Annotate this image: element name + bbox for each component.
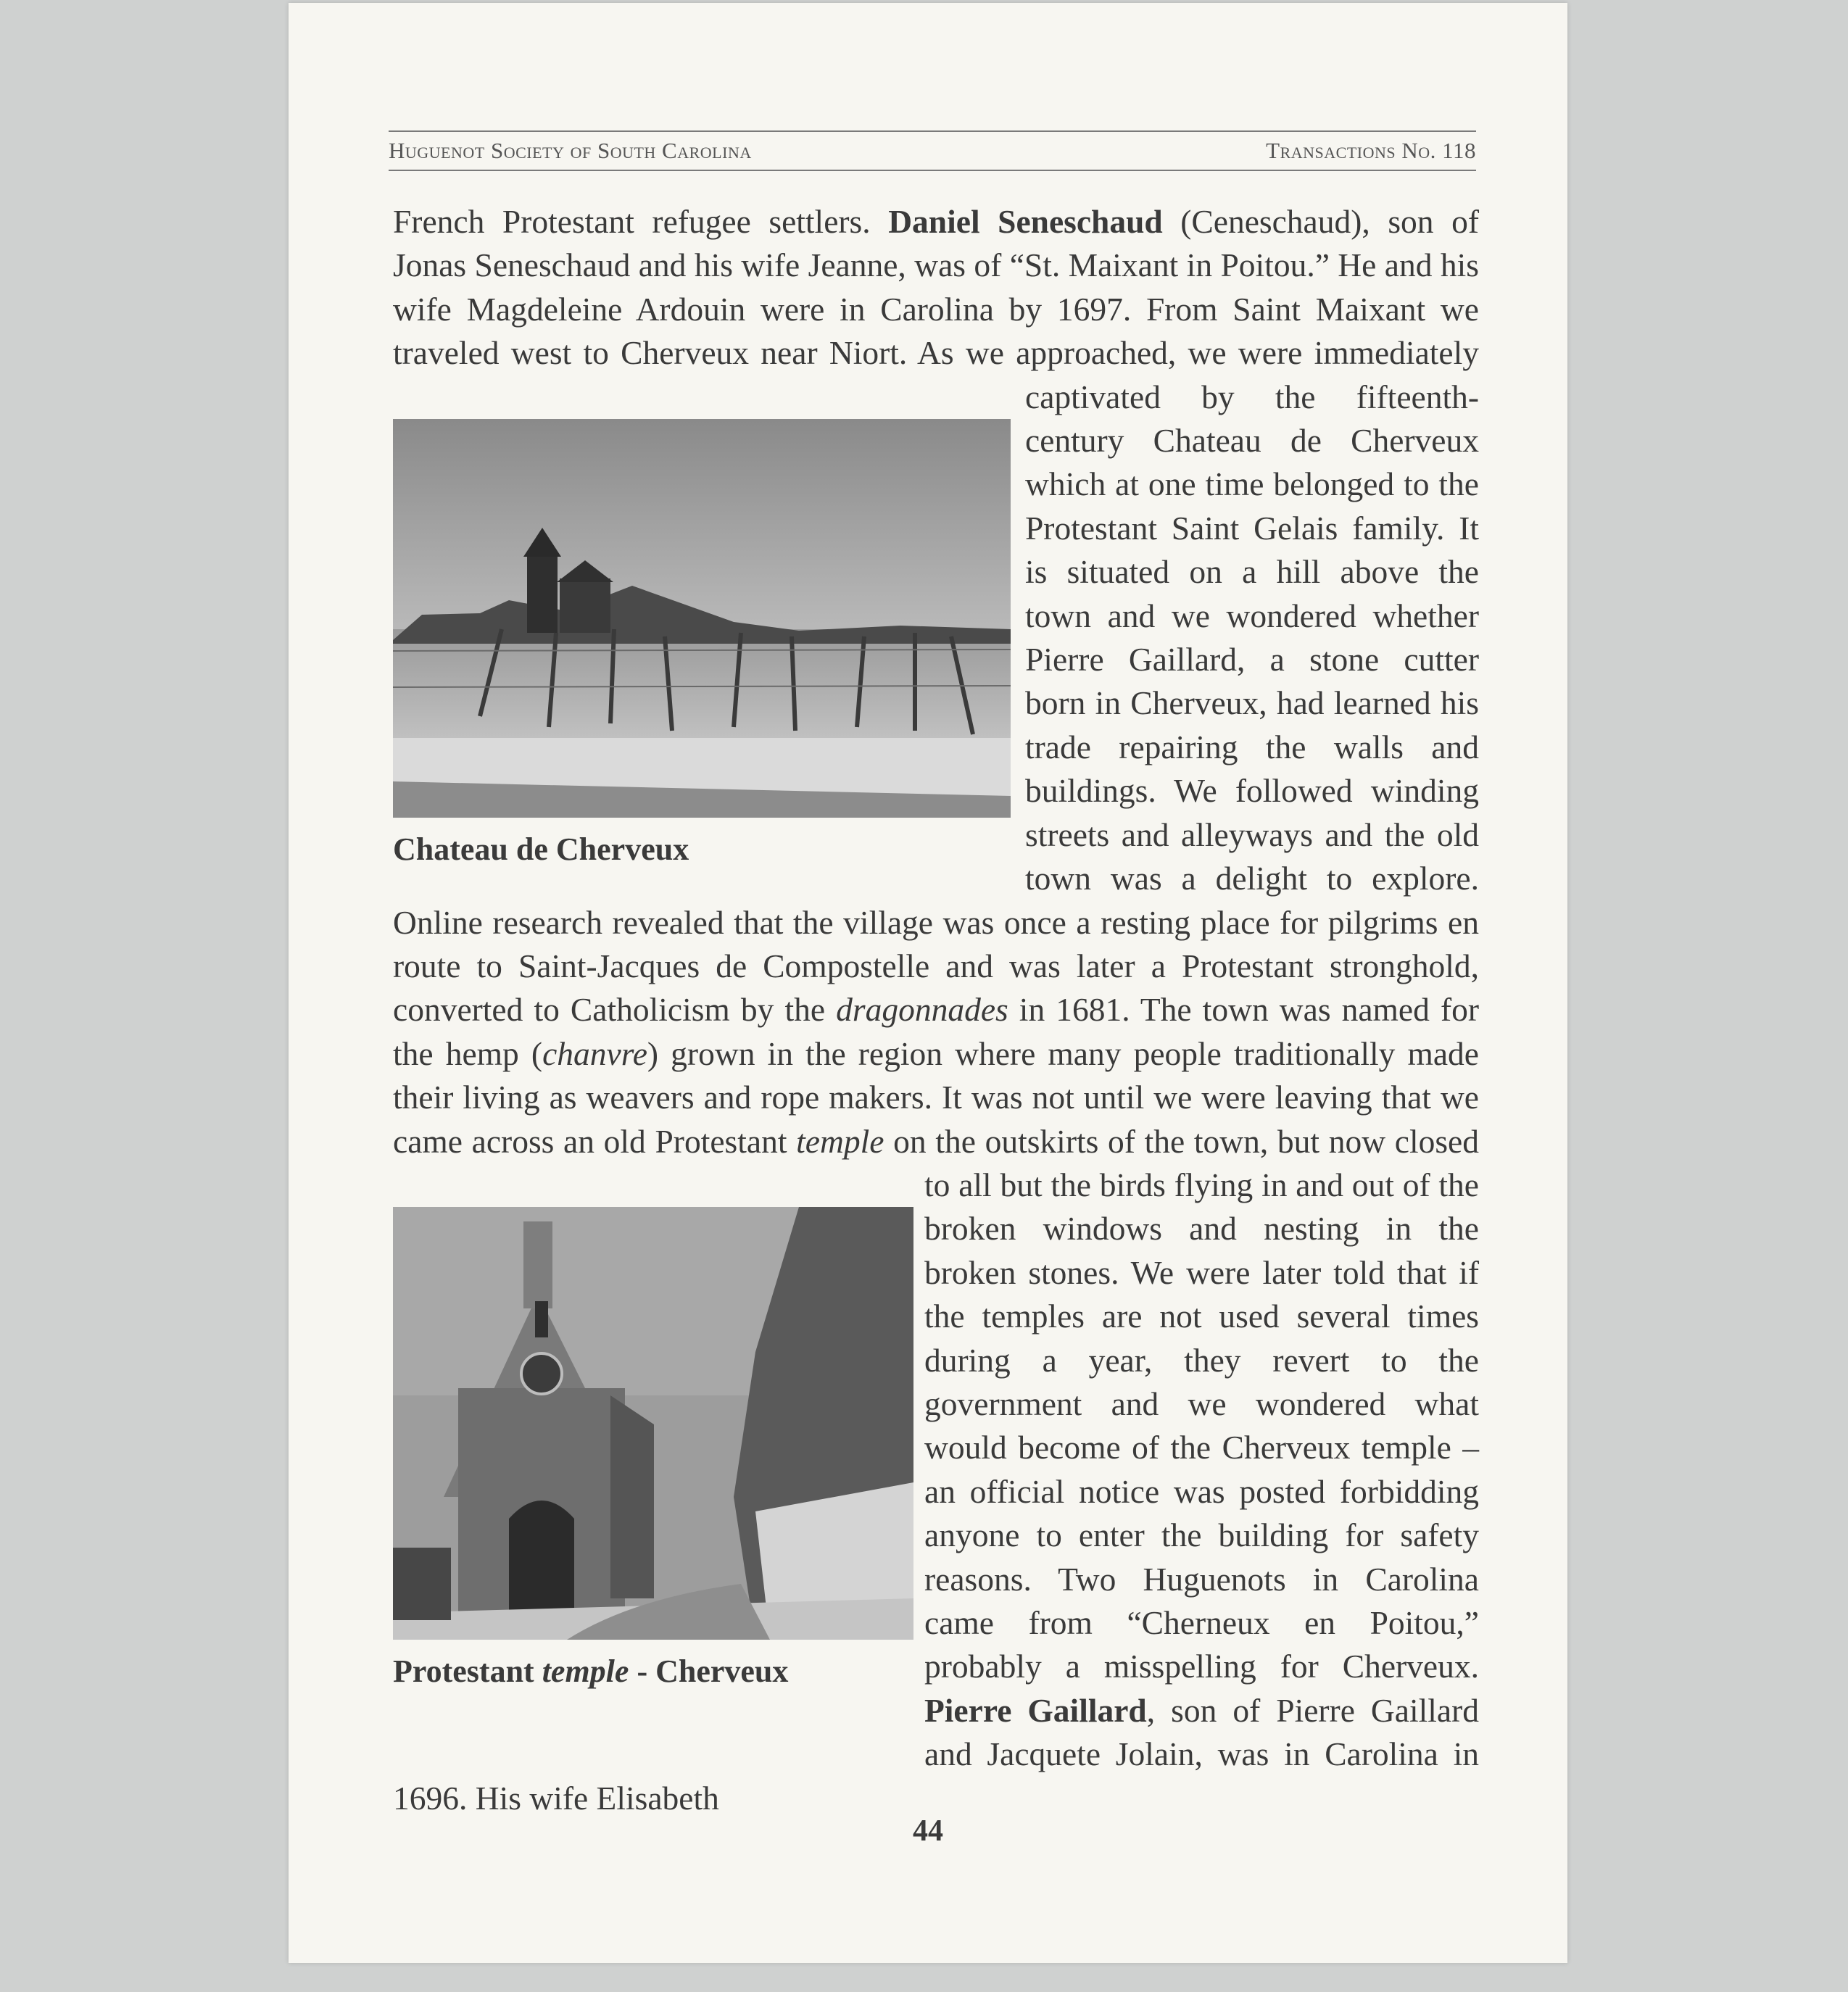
page-number: 44 (913, 1814, 943, 1848)
text-run: in 1681. The town was named for the hemp ( (393, 991, 1480, 1072)
caption-text: Chateau de Cherveux (393, 831, 689, 867)
caption-text-italic: temple (542, 1653, 629, 1689)
text-run: captivated by the fifteenth-century Chateau de Cherveux which at one time belonged to the Protestant Saint Gelais family. It is situated on a hill above the town and we wondered whether Pierre Gaillard, a stone cutter born in Cherveux, had learned his trade repairing the walls and buildings. We followed winding streets and alleyways and the old town was a delight to explore. Online research revealed that the village was once a resting place for pilgrims en route to Saint-Jacques de Compostelle and was later a Protestant stronghold, converted to Catholicism by the (393, 378, 1479, 1029)
header-transactions-number: Transactions No. 118 (1266, 138, 1476, 163)
header-society-name: Huguenot Society of South Carolina (389, 138, 752, 163)
figure-temple (393, 1207, 924, 1765)
temple-photo (393, 1207, 913, 1640)
text-run: French Protestant refugee settlers. (393, 203, 889, 240)
document-page (289, 3, 1567, 1963)
paragraph (393, 200, 1479, 1820)
chateau-photo (393, 419, 1011, 818)
text-run: , son of Pierre Gaillard and Jacquete Jolain, was in Carolina in 1696. His wife Elisabeth (393, 1691, 1479, 1817)
term-chanvre: chanvre (542, 1034, 647, 1072)
body-text (393, 200, 1479, 1817)
text-run: and out of the broken windows and nesting in the broken stones. We were later told that if the temples are not used several times during a year, they revert to the government and we wondered what would become of the Cherveux temple – an official notice was posted forbidding anyone to enter the building for safety reasons. Two Huguenots in Carolina came from “Cherneux en Poitou,” probably a misspelling for Cherveux. (924, 1166, 1479, 1685)
text-run: on the outskirts of the town, but now closed to all but the birds flying in (884, 1122, 1479, 1203)
name-pierre-gaillard: Pierre Gaillard (924, 1691, 1147, 1729)
name-daniel-seneschaud: Daniel Seneschaud (888, 203, 1163, 240)
text-run: ) grown in the region where many people traditionally made their living as weavers and rope makers. It was not until we were leaving that we came across an old Protestant (393, 1034, 1480, 1160)
term-temple: temple (796, 1122, 884, 1160)
caption-text: Protestant (393, 1653, 542, 1689)
figure-chateau (393, 419, 1025, 883)
caption-text: - Cherveux (629, 1653, 789, 1689)
text-run: (Ceneschaud), son of Jonas Seneschaud and his wife Jeanne, was of “St. Maixant in Poitou.” He and his wife Magdeleine Ardouin were in Carolina by 1697. From Saint Maixant we traveled west to Cherveux near Niort. As we approached, we were immediately (393, 203, 1479, 372)
figure-chateau-caption (393, 828, 1025, 871)
term-dragonnades: dragonnades (836, 991, 1008, 1029)
running-header (389, 130, 1476, 171)
figure-temple-caption (393, 1650, 924, 1693)
